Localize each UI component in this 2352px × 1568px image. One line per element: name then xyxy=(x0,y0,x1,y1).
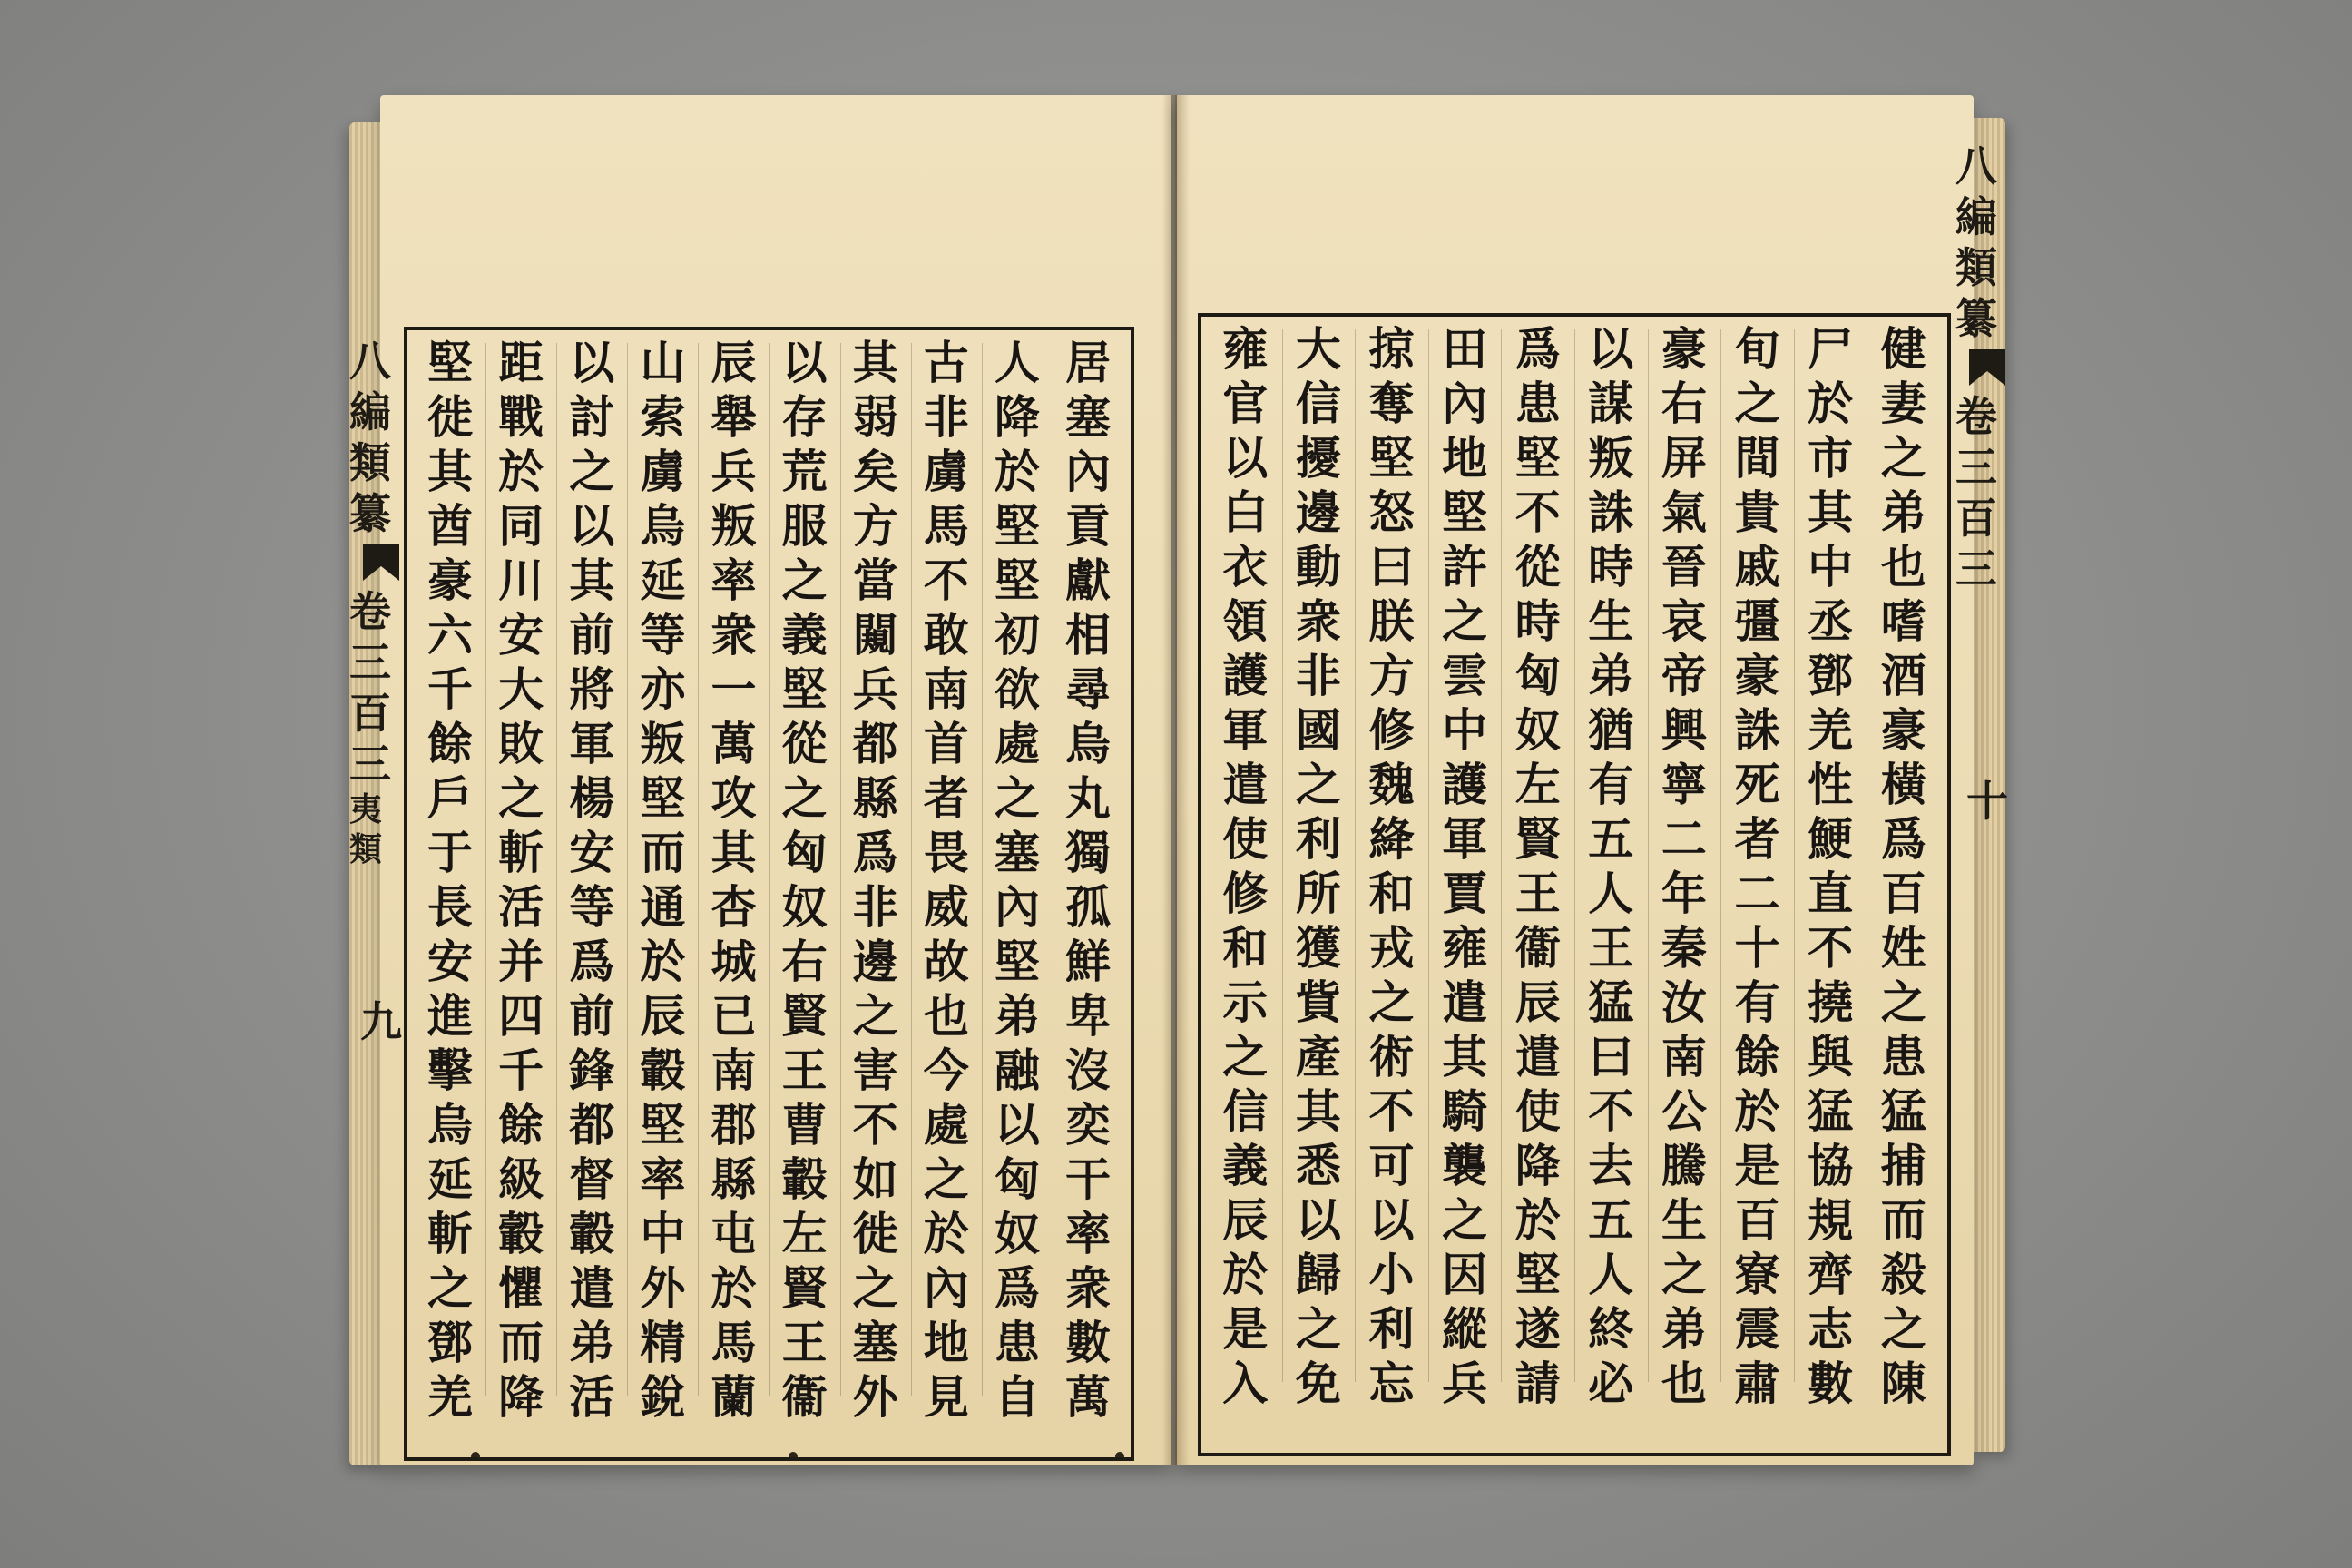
column-rule xyxy=(485,343,486,1396)
column-rule xyxy=(840,343,841,1396)
right-text-frame xyxy=(1198,313,1951,1456)
text-column: 豪 右 屏 氣 晉 哀 帝 興 寧 二 年 秦 汝 南 公 騰 生 之 弟 也 xyxy=(1661,322,1707,1410)
text-column: 其 弱 矣 方 當 闚 兵 都 縣 爲 非 邊 之 害 不 如 徙 之 塞 外 xyxy=(852,336,898,1424)
text-column: 古 非 虜 馬 不 敢 南 首 者 畏 威 故 也 今 處 之 於 內 地 見 xyxy=(923,336,969,1424)
column-rule xyxy=(1053,343,1054,1396)
center-strip-title: 八編類纂 xyxy=(349,337,391,538)
column-rule xyxy=(556,343,557,1396)
book-gutter xyxy=(1162,95,1190,1465)
text-column: 居 塞 內 貢 獻 相 尋 烏 丸 獨 孤 鮮 卑 沒 奕 干 率 衆 數 萬 xyxy=(1064,336,1111,1424)
center-strip-volume: 卷三百三 xyxy=(1955,392,1997,593)
center-strip-folio: 十 xyxy=(1966,777,2008,826)
text-column: 辰 舉 兵 叛 率 衆 一 萬 攻 其 杏 城 已 南 郡 縣 屯 於 馬 蘭 xyxy=(710,336,757,1424)
text-column: 旬 之 間 貴 戚 彊 豪 誅 死 者 二 十 有 餘 於 是 百 寮 震 肅 xyxy=(1734,322,1780,1410)
text-column: 雍 官 以 白 衣 領 護 軍 遣 使 修 和 示 之 信 義 辰 於 是 入 xyxy=(1222,322,1269,1410)
column-rule xyxy=(627,343,628,1396)
text-column: 田 內 地 堅 許 之 雲 中 護 軍 賈 雍 遣 其 騎 襲 之 因 縱 兵 xyxy=(1442,322,1488,1410)
column-rule xyxy=(1648,329,1649,1382)
text-column: 尸 於 市 其 中 丞 鄧 羌 性 鯁 直 不 撓 與 猛 協 規 齊 志 數 xyxy=(1808,322,1854,1410)
text-column: 以 討 之 以 其 前 將 軍 楊 安 等 爲 前 鋒 都 督 轂 遣 弟 活 xyxy=(569,336,615,1424)
text-column: 人 降 於 堅 堅 初 欲 處 之 塞 內 堅 弟 融 以 匈 奴 爲 患 自 xyxy=(994,336,1040,1424)
center-strip-volume: 卷三百三 xyxy=(349,587,391,789)
column-rule xyxy=(1574,329,1575,1382)
text-column: 健 妻 之 弟 也 嗜 酒 豪 橫 爲 百 姓 之 患 猛 捕 而 殺 之 陳 xyxy=(1880,322,1926,1410)
center-strip-category: 夷類 xyxy=(349,790,383,868)
text-column: 山 索 虜 烏 延 等 亦 叛 堅 而 通 於 辰 轂 堅 率 中 外 精 銳 xyxy=(640,336,686,1424)
column-rule xyxy=(1501,329,1502,1382)
fish-tail-mark xyxy=(1969,349,2005,386)
column-rule xyxy=(1794,329,1795,1382)
text-column: 大 信 擾 邊 動 衆 非 國 之 利 所 獲 貲 產 其 悉 以 歸 之 免 xyxy=(1295,322,1341,1410)
fish-tail-mark xyxy=(363,544,399,581)
text-column: 掠 奪 堅 怒 曰 朕 方 修 魏 絳 和 戎 之 術 不 可 以 小 利 忘 xyxy=(1368,322,1415,1410)
center-strip-title: 八編類纂 xyxy=(1955,142,1997,343)
column-rule xyxy=(1720,329,1721,1382)
text-column: 以 謀 叛 誅 時 生 弟 猶 有 五 人 王 猛 曰 不 去 五 人 終 必 xyxy=(1588,322,1634,1410)
column-rule xyxy=(1428,329,1429,1382)
column-rule xyxy=(1282,329,1283,1382)
text-column: 堅 徙 其 酋 豪 六 千 餘 戶 于 長 安 進 擊 烏 延 斬 之 鄧 羌 xyxy=(427,336,474,1424)
column-rule xyxy=(982,343,983,1396)
column-rule xyxy=(1355,329,1356,1382)
center-strip-folio: 九 xyxy=(360,997,402,1046)
text-column: 以 存 荒 服 之 義 堅 從 之 匈 奴 右 賢 王 曹 轂 左 賢 王 衞 xyxy=(781,336,828,1424)
left-text-frame xyxy=(404,327,1134,1461)
text-column: 爲 患 堅 不 從 時 匈 奴 左 賢 王 衞 辰 遣 使 降 於 堅 遂 請 xyxy=(1514,322,1561,1410)
column-rule xyxy=(911,343,912,1396)
column-rule xyxy=(769,343,770,1396)
right-center-strip xyxy=(1955,141,2019,827)
text-column: 距 戰 於 同 川 安 大 敗 之 斬 活 并 四 千 餘 級 轂 懼 而 降 xyxy=(498,336,544,1424)
column-rule xyxy=(698,343,699,1396)
open-book xyxy=(349,95,2008,1479)
